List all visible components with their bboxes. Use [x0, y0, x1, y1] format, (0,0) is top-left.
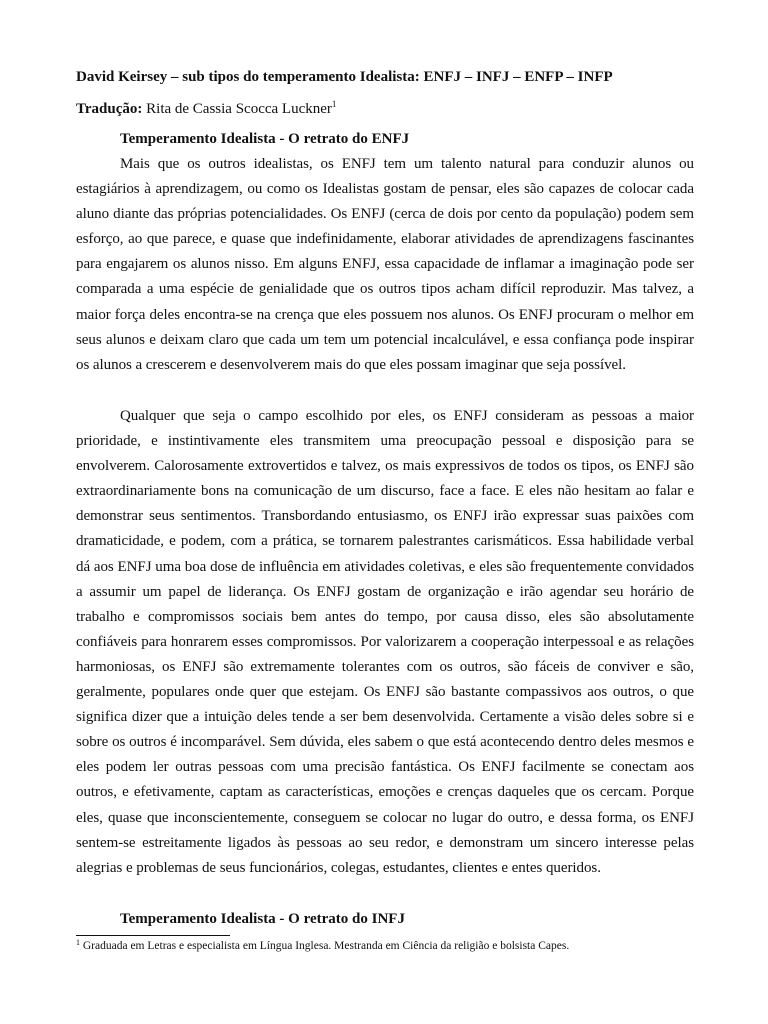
translation-label: Tradução:	[76, 101, 143, 117]
section-heading-infj: Temperamento Idealista - O retrato do INFJ	[120, 911, 405, 927]
translation-credit	[76, 98, 694, 120]
footnote-divider	[76, 935, 230, 936]
paragraph-1: Mais que os outros idealistas, os ENFJ tem um talento natural para conduzir alunos ou estagiários à aprendizagem, ou como os Idealistas gostam de pensar, eles são capazes de colocar cada aluno diante das próprias potencialidades. Os ENFJ (cerca de dois por cento da população) podem sem esforço, ao que parece, e quase que indefinidamente, elaborar atividades de aprendizagens fascinantes para engajarem os alunos nisso. Em alguns ENFJ, essa capacidade de inflamar a imaginação pode ser comparada a uma espécie de genialidade que os outros tipos acham difícil reproduzir. Mas talvez, a maior força deles encontra-se na crença que eles possuem nos alunos. Os ENFJ procuram o melhor em seus alunos e deixam claro que cada um tem um potencial incalculável, e essa confiança pode inspirar os alunos a crescerem e desenvolverem mais do que eles possam imaginar que seja possível.	[76, 156, 694, 373]
translator-name: Rita de Cassia Scocca Luckner	[146, 101, 332, 117]
paragraph-2: Qualquer que seja o campo escolhido por eles, os ENFJ consideram as pessoas a maior prioridade, e instintivamente eles transmitem uma preocupação pessoal e disposição para se envolverem. Calorosamente extrovertidos e talvez, os mais expressivos de todos os tipos, os ENFJ são extraordinariamente bons na comunicação de um discurso, face a face. E eles não hesitam ao falar e demonstrar seus sentimentos. Transbordando entusiasmo, os ENFJ irão expressar suas paixões com dramaticidade, e podem, com a prática, se tornarem palestrantes carismáticos. Essa habilidade verbal dá aos ENFJ uma boa dose de influência em atividades coletivas, e eles são frequentemente convidados a assumir um papel de liderança. Os ENFJ gostam de organização e irão agendar seu horário de trabalho e compromissos sociais bem antes do tempo, por causa disso, eles são absolutamente confiáveis para honrarem esses compromissos. Por valorizarem a cooperação interpessoal e as relações harmoniosas, os ENFJ são extremamente tolerantes com os outros, são fáceis de conviver e são, geralmente, populares onde quer que estejam. Os ENFJ são bastante compassivos aos outros, o que significa dizer que a intuição deles tende a ser bem desenvolvida. Certamente a visão deles sobre si e sobre os outros é incomparável. Sem dúvida, eles sabem o que está acontecendo dentro deles mesmos e eles podem ler outras pessoas com uma precisão fantástica. Os ENFJ facilmente se conectam aos outros, e efetivamente, captam as características, emoções e crenças daqueles que os cercam. Porque eles, quase que inconscientemente, conseguem se colocar no lugar do outro, e dessa forma, os ENFJ sentem-se estreitamente ligados às pessoas ao seu redor, e demonstram um sincero interesse pelas alegrias e problemas de seus funcionários, colegas, estudantes, clientes e entes queridos.	[76, 408, 694, 876]
section-heading-enfj: Temperamento Idealista - O retrato do ENFJ	[120, 131, 410, 147]
footnote-reference[interactable]: 1	[331, 99, 337, 109]
footnote-marker: 1	[76, 938, 80, 947]
document-title: David Keirsey – sub tipos do temperamento Idealista: ENFJ – INFJ – ENFP – INFP	[76, 69, 613, 85]
footnote	[76, 938, 694, 954]
footnote-text: Graduada em Letras e especialista em Língua Inglesa. Mestranda em Ciência da religião e bolsista Capes.	[82, 940, 570, 952]
